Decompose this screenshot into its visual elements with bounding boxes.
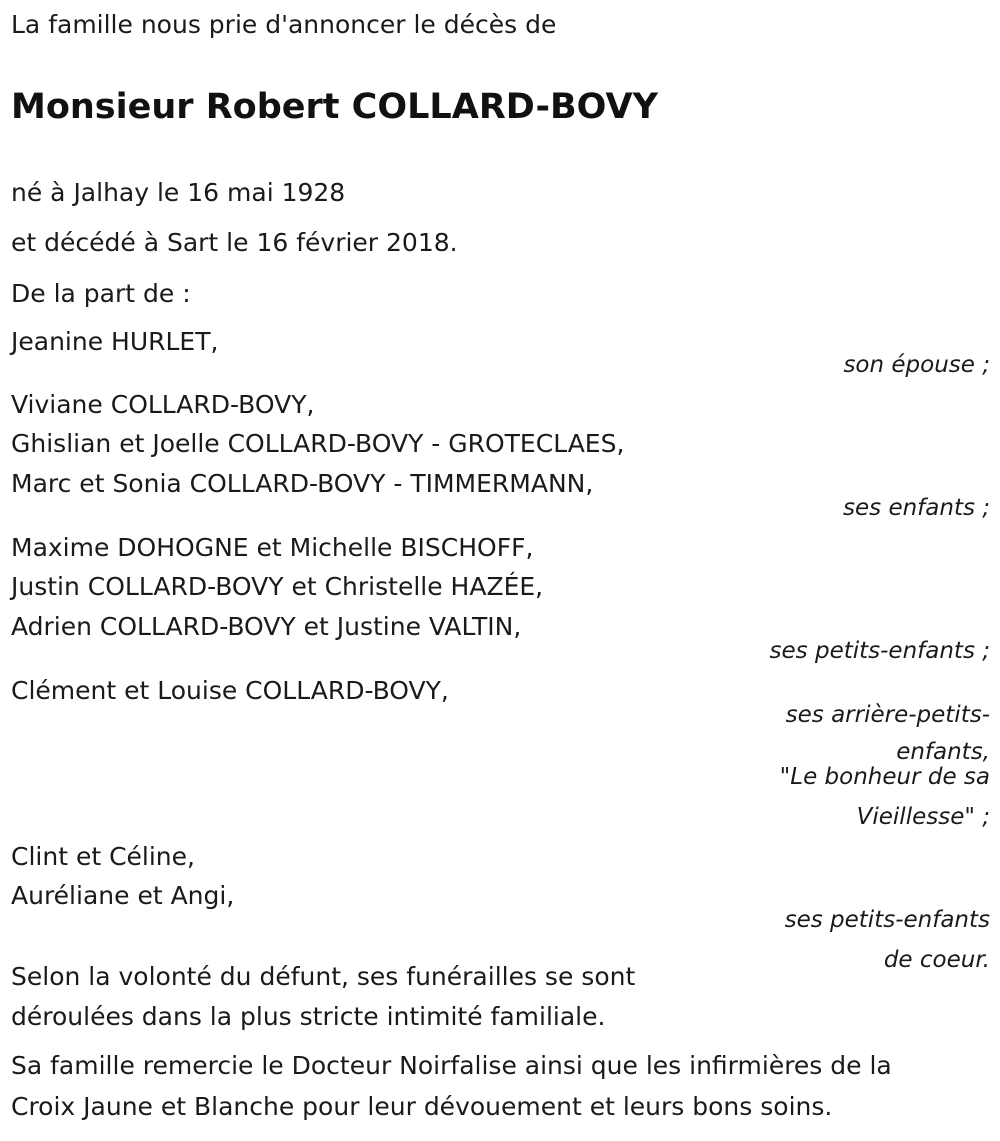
grandchild-name: Maxime DOHOGNE et Michelle BISCHOFF, bbox=[11, 533, 534, 562]
great-grandchild-name: Clément et Louise COLLARD-BOVY, bbox=[11, 676, 449, 705]
great-grandchildren-role-line: Vieillesse" ; bbox=[856, 804, 990, 830]
funeral-text: Selon la volonté du défunt, ses funérailles se sont bbox=[11, 962, 636, 991]
heart-grandchildren-role-line: de coeur. bbox=[883, 947, 990, 973]
child-name: Viviane COLLARD-BOVY, bbox=[11, 390, 315, 419]
birth-line: né à Jalhay le 16 mai 1928 bbox=[11, 178, 346, 207]
grandchild-name: Adrien COLLARD-BOVY et Justine VALTIN, bbox=[11, 612, 522, 641]
funeral-text: déroulées dans la plus stricte intimité familiale. bbox=[11, 1002, 606, 1031]
child-name: Ghislian et Joelle COLLARD-BOVY - GROTECLAES, bbox=[11, 429, 625, 458]
great-grandchildren-role-line: enfants, bbox=[896, 739, 990, 765]
grandchildren-role: ses petits-enfants ; bbox=[769, 638, 990, 664]
thanks-text: Sa famille remercie le Docteur Noirfalise ainsi que les infirmières de la bbox=[11, 1051, 892, 1080]
spouse-role: son épouse ; bbox=[843, 352, 990, 378]
heart-grandchild-name: Clint et Céline, bbox=[11, 842, 195, 871]
thanks-text: Croix Jaune et Blanche pour leur dévouement et leurs bons soins. bbox=[11, 1092, 833, 1121]
children-role: ses enfants ; bbox=[843, 495, 990, 521]
deceased-name: Monsieur Robert COLLARD-BOVY bbox=[11, 87, 658, 127]
great-grandchildren-role-line: ses arrière-petits- bbox=[785, 702, 990, 728]
great-grandchildren-role-line: "Le bonheur de sa bbox=[779, 764, 990, 790]
spouse-name: Jeanine HURLET, bbox=[11, 327, 219, 356]
child-name: Marc et Sonia COLLARD-BOVY - TIMMERMANN, bbox=[11, 469, 594, 498]
heart-grandchild-name: Auréliane et Angi, bbox=[11, 881, 235, 910]
intro-text: La famille nous prie d'annoncer le décès de bbox=[11, 10, 557, 39]
heart-grandchildren-role-line: ses petits-enfants bbox=[784, 907, 990, 933]
grandchild-name: Justin COLLARD-BOVY et Christelle HAZÉE, bbox=[11, 572, 544, 601]
from-line: De la part de : bbox=[11, 279, 191, 308]
death-line: et décédé à Sart le 16 février 2018. bbox=[11, 228, 458, 257]
